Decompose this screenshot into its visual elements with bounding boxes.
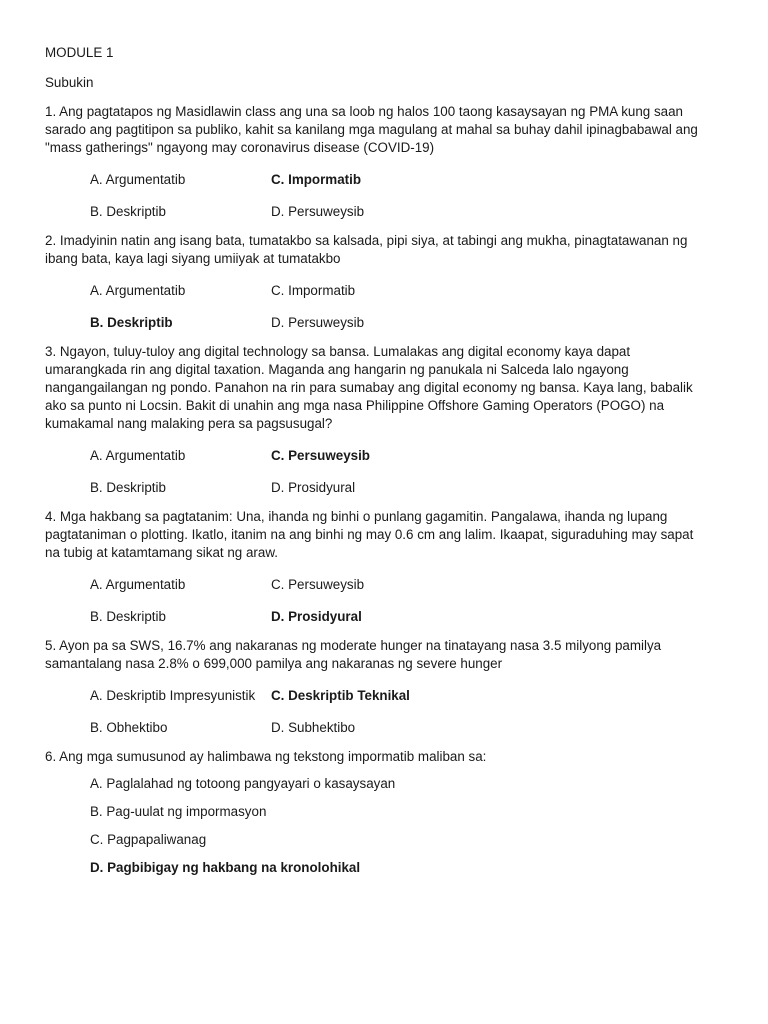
correct-answer-option: B. Deskriptib	[90, 315, 173, 330]
answer-option: D. Persuweysib	[271, 204, 365, 219]
answer-option: A. Deskriptib Impresyunistik	[90, 688, 256, 703]
answer-options	[90, 775, 735, 877]
answer-option: D. Persuweysib	[271, 315, 365, 330]
question-2	[45, 232, 735, 332]
answer-options	[90, 576, 735, 626]
section-title: Subukin	[45, 75, 94, 90]
correct-answer-option: C. Deskriptib Teknikal	[271, 688, 410, 703]
question-text-line: samantalang nasa 2.8% o 699,000 pamilya ang nakaranas ng severe hunger	[45, 656, 503, 671]
question-5	[45, 637, 735, 737]
question-text	[45, 637, 735, 673]
question-text-line: sarado ang pagtitipon sa publiko, kahit sa kanilang mga magulang at mahal sa buhay dahil ipinagbabawal ang	[45, 122, 698, 137]
option-row	[90, 687, 735, 705]
module-title: MODULE 1	[45, 45, 114, 60]
answer-options	[90, 171, 735, 221]
question-1	[45, 103, 735, 221]
question-text-line: na tubig at katamtamang sikat ng araw.	[45, 545, 278, 560]
question-text-line: 1. Ang pagtatapos ng Masidlawin class ang una sa loob ng halos 100 taong kasaysayan ng PMA kung saan	[45, 104, 683, 119]
question-text-line: 5. Ayon pa sa SWS, 16.7% ang nakaranas ng moderate hunger na tinatayang nasa 3.5 milyong pamilya	[45, 638, 662, 653]
question-3	[45, 343, 735, 497]
answer-option: B. Deskriptib	[90, 609, 166, 624]
correct-answer-option: D. Pagbibigay ng hakbang na kronolohikal	[90, 860, 361, 875]
answer-option: B. Pag-uulat ng impormasyon	[90, 804, 267, 819]
question-4	[45, 508, 735, 626]
question-text	[45, 232, 735, 268]
correct-answer-option: D. Prosidyural	[271, 609, 362, 624]
option-row	[90, 608, 735, 626]
question-text	[45, 343, 735, 433]
option-row	[90, 203, 735, 221]
answer-option: B. Deskriptib	[90, 204, 166, 219]
question-text	[45, 748, 735, 766]
option-row	[90, 314, 735, 332]
answer-option: C. Persuweysib	[271, 577, 365, 592]
answer-option: A. Argumentatib	[90, 448, 186, 463]
question-text-line: kumakamal nang malaking pera sa pagsusugal?	[45, 416, 333, 431]
document-page	[45, 44, 735, 877]
answer-options	[90, 687, 735, 737]
answer-options	[90, 282, 735, 332]
answer-option: A. Argumentatib	[90, 172, 186, 187]
question-text-line: 3. Ngayon, tuluy-tuloy ang digital technology sa bansa. Lumalakas ang digital economy kaya dapat	[45, 344, 631, 359]
option-row	[90, 479, 735, 497]
question-text-line: 6. Ang mga sumusunod ay halimbawa ng tekstong impormatib maliban sa:	[45, 749, 487, 764]
question-text-line: 4. Mga hakbang sa pagtatanim: Una, ihanda ng binhi o punlang gagamitin. Pangalawa, ihanda ng lupang	[45, 509, 668, 524]
answer-option: D. Prosidyural	[271, 480, 356, 495]
question-text-line: umarangkada rin ang digital taxation. Maganda ang hangarin ng panukala ni Salceda lalo ngayong	[45, 362, 629, 377]
answer-option: D. Subhektibo	[271, 720, 356, 735]
question-text-line: pagtataniman o plotting. Ikatlo, itanim na ang binhi ng may 0.6 cm ang lalim. Ikaapat, siguraduhing may sapat	[45, 527, 694, 542]
answer-option: A. Argumentatib	[90, 577, 186, 592]
correct-answer-option: C. Persuweysib	[271, 448, 370, 463]
option-row	[90, 576, 735, 594]
question-text-line: 2. Imadyinin natin ang isang bata, tumatakbo sa kalsada, pipi siya, at tabingi ang mukha, pinagtatawanan ng	[45, 233, 688, 248]
answer-option: A. Argumentatib	[90, 283, 186, 298]
option-row	[90, 447, 735, 465]
question-6	[45, 748, 735, 877]
answer-option: B. Obhektibo	[90, 720, 168, 735]
question-text-line: ibang bata, kaya lagi siyang umiiyak at tumatakbo	[45, 251, 341, 266]
question-text-line: "mass gatherings" ngayong may coronavirus disease (COVID-19)	[45, 140, 435, 155]
question-text-line: nangangailangan ng pondo. Panahon na rin para sumabay ang digital economy ng bansa. Kaya lang, babalik	[45, 380, 693, 395]
answer-option: C. Pagpapaliwanag	[90, 832, 207, 847]
answer-option: B. Deskriptib	[90, 480, 166, 495]
question-list	[45, 103, 735, 877]
question-text-line: ako sa punto ni Locsin. Bakit di unahin ang mga nasa Philippine Offshore Gaming Operators (POGO) na	[45, 398, 665, 413]
option-row	[90, 171, 735, 189]
option-row	[90, 719, 735, 737]
answer-options	[90, 447, 735, 497]
option-row	[90, 282, 735, 300]
question-text	[45, 103, 735, 157]
correct-answer-option: C. Impormatib	[271, 172, 362, 187]
question-text	[45, 508, 735, 562]
answer-option: C. Impormatib	[271, 283, 356, 298]
answer-option: A. Paglalahad ng totoong pangyayari o kasaysayan	[90, 776, 396, 791]
